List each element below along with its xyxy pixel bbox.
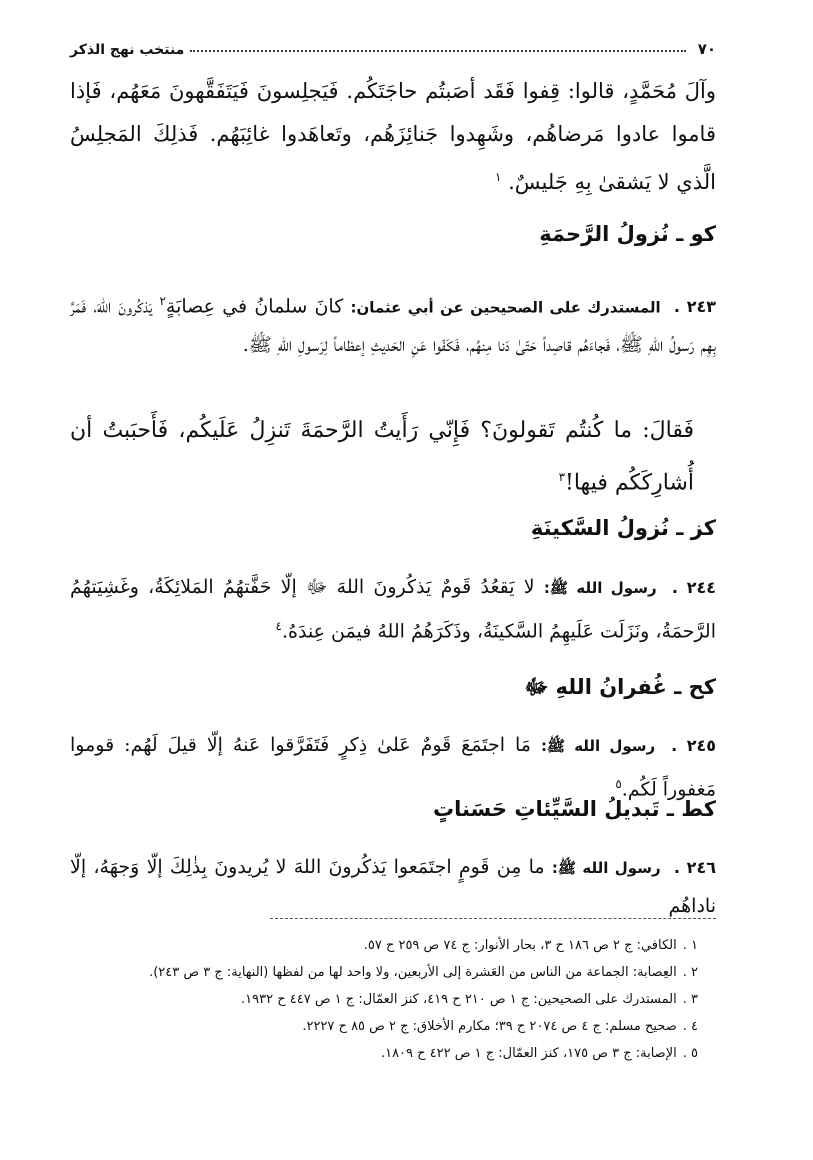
footnote-number: ٣ . (682, 992, 698, 1007)
intro-paragraph (70, 70, 716, 204)
footnote-item (70, 986, 710, 1013)
footnote-number: ١ . (682, 938, 698, 953)
footnote-text: العِصابة: الجماعة من الناس من العَشرة إلى الأربعين، ولا واحد لها من لفظها (النهاية: ج ٣ ص ٢٤٣). (149, 965, 677, 980)
book-title: منتخب نهج الذكر (70, 42, 185, 58)
footnote-text: صحيح مسلم: ج ٤ ص ٢٠٧٤ ح ٣٩؛ مكارم الأخلاق: ج ٢ ص ٨٥ ح ٢٢٢٧. (302, 1019, 677, 1034)
footnote-ref: ٣ (558, 470, 566, 484)
footnote-item (70, 959, 710, 986)
page-header (70, 32, 716, 58)
footnote-text: الكافي: ج ٢ ص ١٨٦ ح ٣، بحار الأنوار: ج ٧٤ ص ٢٥٩ ح ٥٧. (363, 938, 677, 953)
hadith-quote-243 (70, 408, 716, 506)
footnote-number: ٢ . (682, 965, 698, 980)
entry-text-b: يَذكُرونَ اللهَ، فَمَرَّ بِهِم رَسولُ اللهِ ﷺ، فَجاءَهُم قاصِداً حَتّىٰ دَنا مِنهُم، فَكَفّوا عَنِ الحَديثِ إعظاماً لِرَسولِ اللهِ ﷺ. (70, 295, 716, 357)
footnote-number: ٥ . (682, 1046, 698, 1061)
footnote-ref: ١ (494, 170, 502, 184)
section-heading-kw: كو ـ نُزولُ الرَّحمَةِ (539, 222, 716, 246)
footnote-item (70, 932, 710, 959)
entry-text: ما مِن قَومٍ اجتَمَعوا يَذكُرونَ اللهَ لا يُريدونَ بِذٰلِكَ إلّا وَجهَهُ، إلّا ناداهُم (70, 856, 716, 917)
footnote-ref: ٥ (615, 777, 622, 791)
entry-text-a: كانَ سلمانُ في عِصابَةٍ (165, 295, 344, 318)
entry-quote: فَقالَ: ما كُنتُم تَقولونَ؟ فَإِنّي رَأَيتُ الرَّحمَةَ تَنزِلُ عَلَيكُم، فَأَحبَبتُ أن أُشارِكَكُم فيها! (70, 418, 694, 496)
entry-source: المستدرك على الصحيحين عن أبي عثمان: (350, 298, 661, 317)
hadith-entry-246 (70, 848, 716, 925)
footnote-divider (270, 918, 716, 919)
section-heading-kt: كط ـ تَبديلُ السَّيِّئاتِ حَسَناتٍ (433, 797, 716, 821)
hadith-entry-243 (70, 282, 716, 364)
entry-text: مَا اجتَمَعَ قَومٌ عَلىٰ ذِكرٍ فَتَفَرَّقوا عَنهُ إلّا قيلَ لَهُم: قوموا مَغفوراً لَكُم. (70, 734, 716, 801)
intro-text: وآلَ مُحَمَّدٍ، قالوا: قِفوا فَقَد أصَبتُم حاجَتَكُم. فَيَجلِسونَ فَيَتَفَقَّهونَ مَعَهُم، فَإذا قاموا عادوا مَرضاهُم، وشَهِدوا جَنائِزَهُم، وتَعاهَدوا غائِبَهُم. فَذلِكَ المَجلِسُ الَّذي لا يَشقىٰ بِهِ جَليسٌ. (70, 79, 716, 194)
hadith-entry-244 (70, 568, 716, 650)
footnote-ref: ٢ (159, 294, 166, 308)
footnote-item (70, 1013, 710, 1040)
entry-source: رسول الله ﷺ: (543, 579, 657, 597)
footnotes (70, 932, 710, 1067)
entry-number: ٢٤٤ . (671, 578, 716, 597)
entry-number: ٢٤٣ . (673, 297, 716, 317)
footnote-item (70, 1040, 710, 1067)
entry-number: ٢٤٥ . (671, 736, 716, 755)
section-heading-kz: كز ـ نُزولُ السَّكينَةِ (530, 516, 716, 540)
entry-source: رسول الله ﷺ: (540, 737, 656, 755)
footnote-number: ٤ . (682, 1019, 698, 1034)
entry-number: ٢٤٦ . (673, 858, 716, 877)
header-dotted-leader (190, 50, 685, 52)
entry-source: رسول الله ﷺ: (551, 859, 661, 877)
footnote-ref: ٤ (275, 619, 282, 633)
page-number: ٧٠ (697, 40, 716, 58)
hadith-entry-245 (70, 726, 716, 808)
footnote-text: المستدرك على الصحيحين: ج ١ ص ٢١٠ ح ٤١٩، كنز العمّال: ج ١ ص ٤٤٧ ح ١٩٣٢. (241, 992, 677, 1007)
footnote-text: الإصابة: ج ٣ ص ١٧٥، كنز العمّال: ج ١ ص ٤٢٢ ح ١٨٠٩. (380, 1046, 677, 1061)
section-heading-kh: كح ـ غُفرانُ اللهِ ﷻ (524, 675, 716, 699)
entry-text: لا يَقعُدُ قَومٌ يَذكُرونَ اللهَ ﷻ إلّا حَفَّتهُمُ المَلائِكَةُ، وغَشِيَتهُمُ الرَّحمَةُ، ونَزَلَت عَلَيهِمُ السَّكينَةُ، وذَكَرَهُمُ اللهُ فيمَن عِندَهُ. (70, 576, 716, 643)
